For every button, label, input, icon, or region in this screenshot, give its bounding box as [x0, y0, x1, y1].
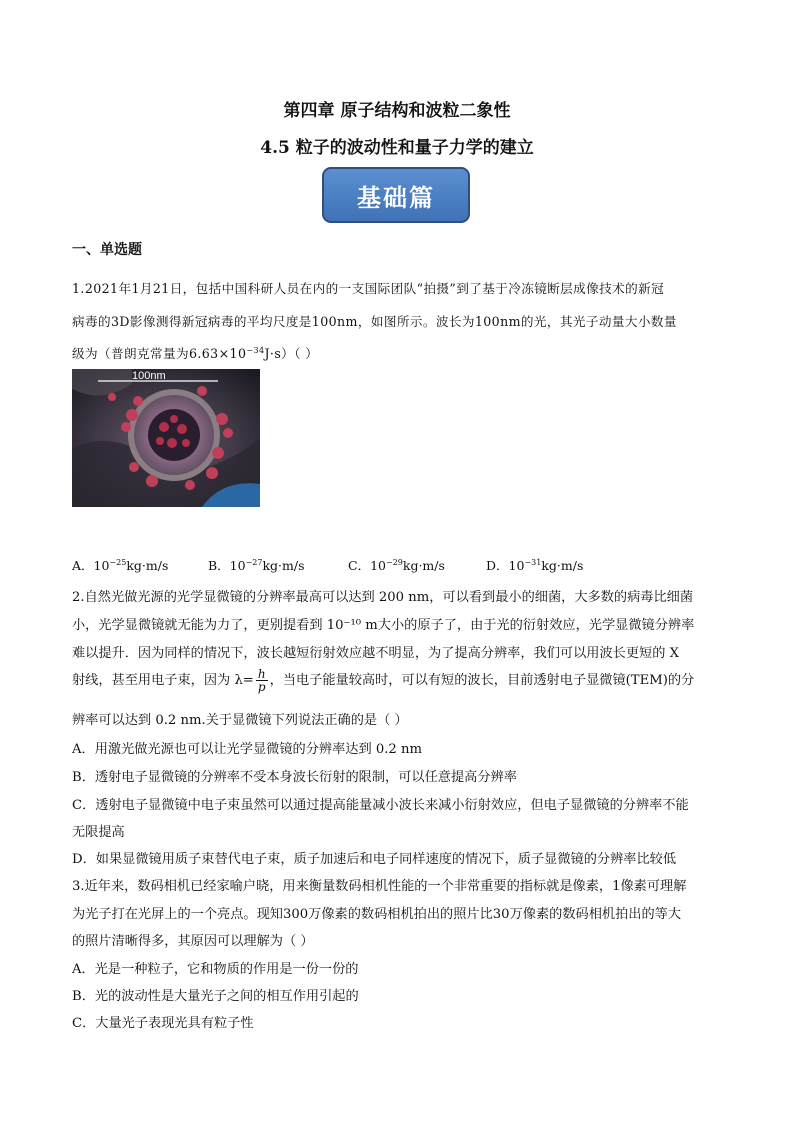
q3-line-2: 为光子打在光屏上的一个亮点。现知300万像素的数码相机拍出的照片比30万像素的数码相机拍出的等大 — [72, 907, 682, 922]
section-title: 一、单选题 — [72, 242, 142, 258]
scale-label: 100nm — [132, 370, 166, 382]
q1-option-c-exponent: −29 — [385, 557, 403, 567]
q1-option-a-unit: kg·m/s — [126, 558, 169, 573]
q1-option-c-base: C．10 — [348, 558, 386, 573]
q1-option-d-base: D．10 — [486, 558, 525, 573]
q1-line-3-text: 级为（普朗克常量为6.63×10 — [72, 346, 247, 361]
virus-illustration — [72, 369, 260, 507]
q1-line-3-tail: J·s）（ ） — [264, 346, 319, 361]
q1-line-2: 病毒的3D影像测得新冠病毒的平均尺度是100nm，如图所示。波长为100nm的光，其光子动量大小数量 — [72, 314, 677, 329]
q2-option-c[interactable]: C．透射电子显微镜中电子束虽然可以通过提高能量减小波长来减小衍射效应，但电子显微镜的分辨率不能 — [72, 798, 689, 813]
q2-line-1: 2.自然光做光源的光学显微镜的分辨率最高可以达到 200 nm，可以看到最小的细菌，大多数的病毒比细菌 — [72, 590, 694, 605]
q1-planck-exponent: −34 — [246, 345, 265, 355]
wavelength-formula — [256, 668, 268, 693]
virus-image — [72, 369, 260, 507]
q1-option-c-unit: kg·m/s — [402, 558, 445, 573]
q3-option-c[interactable]: C．大量光子表现光具有粒子性 — [72, 1016, 254, 1031]
lesson-title: 4.5 粒子的波动性和量子力学的建立 — [260, 138, 534, 158]
q1-option-b-unit: kg·m/s — [262, 558, 305, 573]
q1-option-d[interactable] — [486, 556, 583, 574]
q2-line-4 — [72, 668, 694, 693]
q1-option-b-exponent: −27 — [245, 557, 263, 567]
chapter-title: 第四章 原子结构和波粒二象性 — [283, 101, 511, 121]
q1-option-b-base: B．10 — [208, 558, 246, 573]
q3-line-1: 3.近年来，数码相机已经家喻户晓，用来衡量数码相机性能的一个非常重要的指标就是像素，1像素可理解 — [72, 879, 687, 894]
q2-option-d[interactable]: D．如果显微镜用质子束替代电子束，质子加速后和电子同样速度的情况下，质子显微镜的分辨率比较低 — [72, 852, 677, 867]
q1-option-d-unit: kg·m/s — [541, 558, 584, 573]
q2-line-4-text: 射线，甚至用电子束，因为 λ= — [72, 673, 254, 688]
q3-line-3: 的照片清晰得多，其原因可以理解为（ ） — [72, 934, 314, 949]
q2-option-b[interactable]: B．透射电子显微镜的分辨率不受本身波长衍射的限制，可以任意提高分辨率 — [72, 770, 517, 785]
q1-option-d-exponent: −31 — [524, 557, 542, 567]
q3-option-b[interactable]: B．光的波动性是大量光子之间的相互作用引起的 — [72, 989, 359, 1004]
q2-line-2: 小，光学显微镜就无能为力了，更别提看到 10⁻¹⁰ m大小的原子了，由于光的衍射效应，光学显微镜分辨率 — [72, 618, 695, 633]
q1-option-a-exponent: −25 — [109, 557, 127, 567]
q2-line-5: 辨率可以达到 0.2 nm.关于显微镜下列说法正确的是（ ） — [72, 713, 408, 728]
q1-option-a-base: A．10 — [72, 558, 110, 573]
q1-option-b[interactable] — [208, 556, 305, 574]
formula-denominator: p — [257, 680, 266, 694]
q1-option-c[interactable] — [348, 556, 445, 574]
q1-line-3 — [72, 343, 318, 362]
q2-option-a[interactable]: A．用激光做光源也可以让光学显微镜的分辨率达到 0.2 nm — [72, 742, 423, 757]
q2-line-3: 难以提升．因为同样的情况下，波长越短衍射效应越不明显，为了提高分辨率，我们可以用波长更短的 X — [72, 646, 680, 661]
q2-line-4-tail: ，当电子能量较高时，可以有短的波长，目前透射电子显微镜(TEM)的分 — [269, 673, 695, 688]
q3-option-a[interactable]: A．光是一种粒子，它和物质的作用是一份一份的 — [72, 962, 359, 977]
q1-line-1: 1.2021年1月21日，包括中国科研人员在内的一支国际团队“拍摄”到了基于冷冻镜断层成像技术的新冠 — [72, 281, 665, 296]
q1-option-a[interactable] — [72, 556, 168, 574]
level-badge: 基础篇 — [322, 167, 470, 223]
q2-option-c-continued: 无限提高 — [72, 825, 125, 840]
formula-numerator: h — [257, 667, 266, 681]
